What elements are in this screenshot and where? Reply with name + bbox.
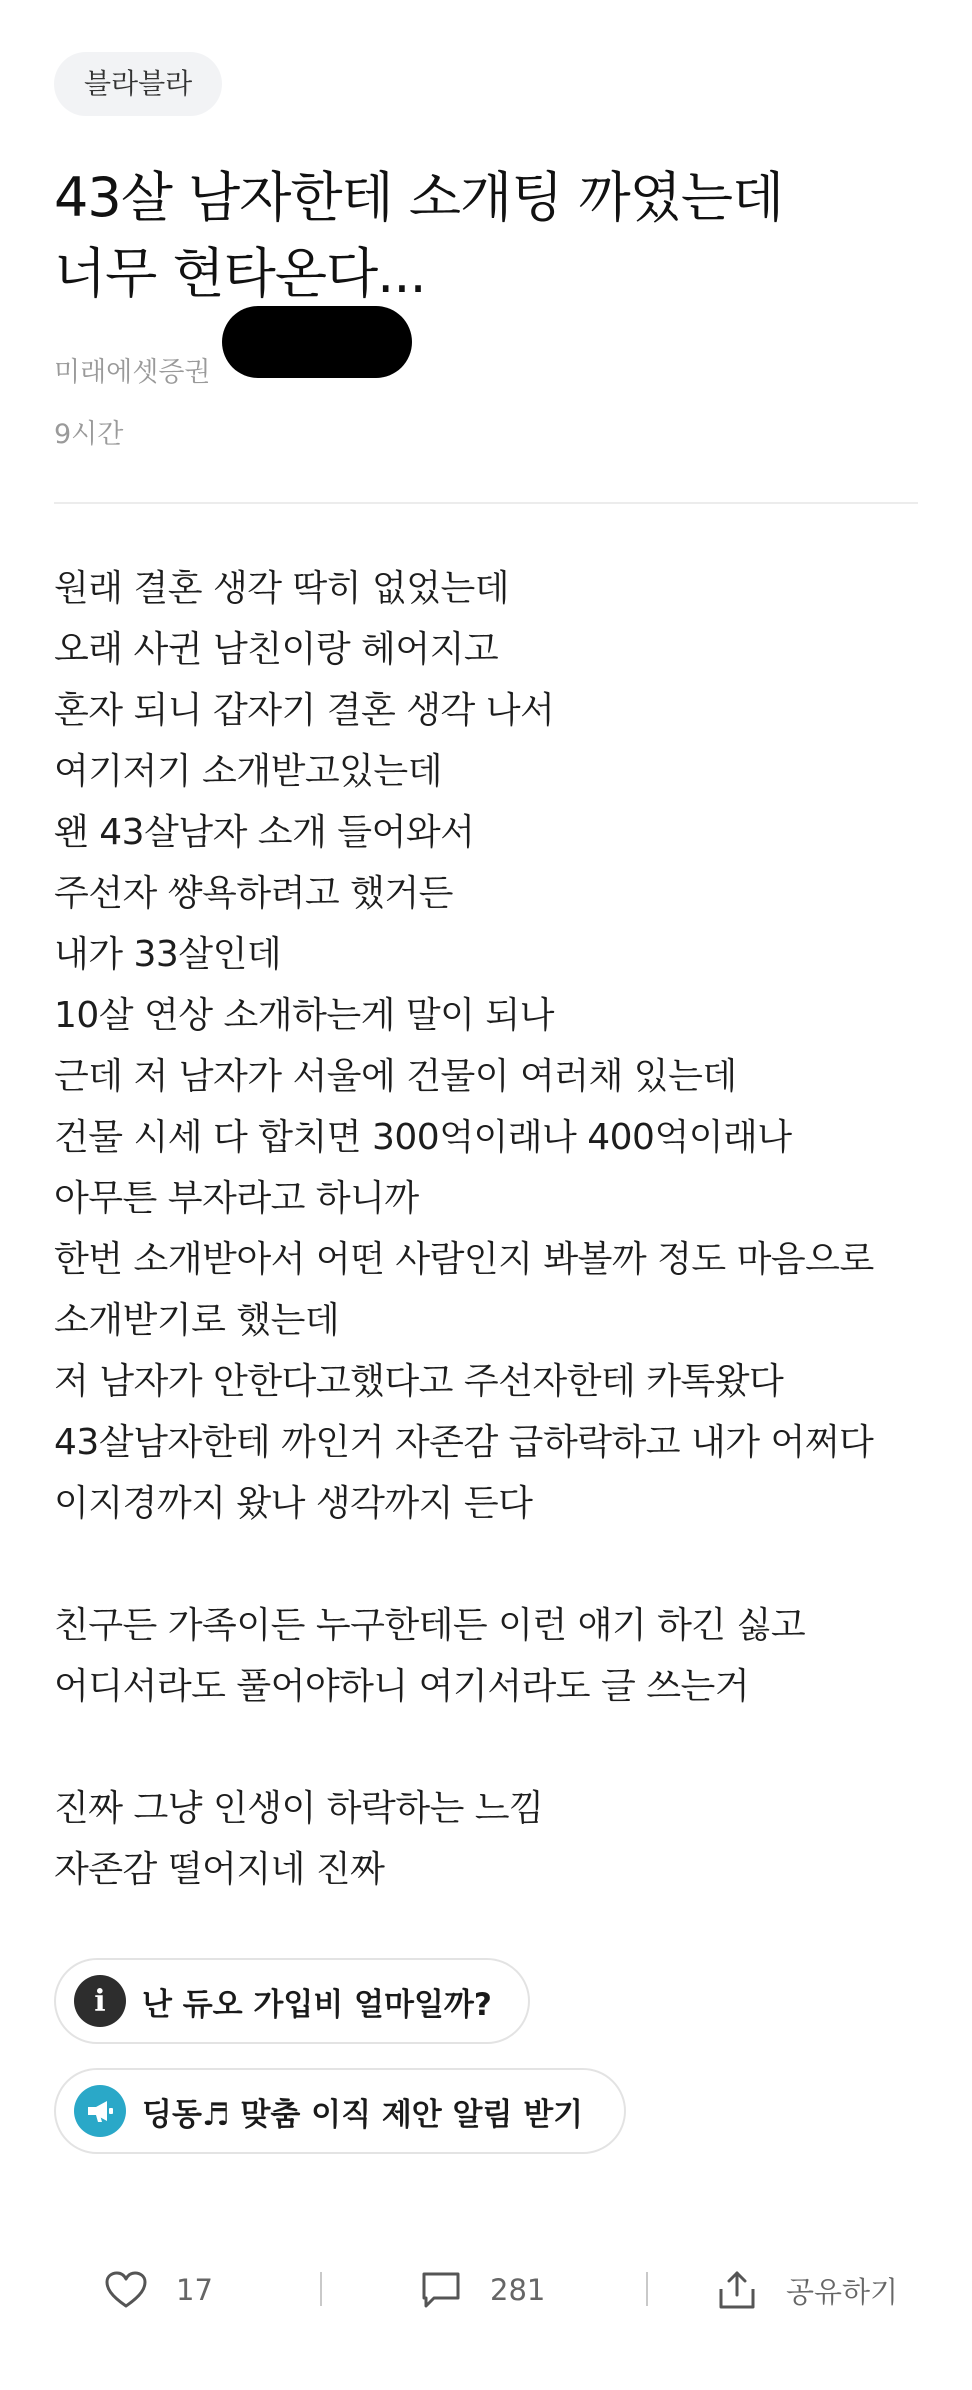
body-line: 건물 시세 다 합치면 300억이래나 400억이래나 — [54, 1117, 792, 1158]
body-line: 여기저기 소개받고있는데 — [54, 751, 442, 792]
info-icon: i — [74, 1975, 126, 2027]
separator — [646, 2272, 648, 2306]
body-line: 이지경까지 왔나 생각까지 든다 — [54, 1483, 533, 1524]
body-line: 혼자 되니 갑자기 결혼 생각 나서 — [54, 690, 555, 731]
redacted-nickname — [222, 306, 412, 378]
body-line: 원래 결혼 생각 딱히 없었는데 — [54, 568, 510, 609]
body-line: 아무튼 부자라고 하니까 — [54, 1178, 419, 1219]
comment-button[interactable] — [420, 2240, 545, 2340]
heart-icon — [104, 2270, 148, 2310]
author-company[interactable]: 미래에셋증권 — [54, 357, 211, 388]
share-icon — [716, 2269, 758, 2311]
title-line: 너무 현타온다... — [54, 242, 426, 305]
body-line: 친구든 가족이든 누구한테든 이런 얘기 하긴 싫고 — [54, 1605, 806, 1646]
comment-icon — [420, 2270, 462, 2310]
paragraph-gap — [54, 1534, 934, 1595]
comment-count: 281 — [490, 2273, 546, 2307]
promo-label: 딩동♬ 맞춤 이직 제안 알림 받기 — [142, 2096, 584, 2133]
body-line: 저 남자가 안한다고했다고 주선자한테 카톡왔다 — [54, 1361, 784, 1402]
body-line: 43살남자한테 까인거 자존감 급하락하고 내가 어쩌다 — [54, 1422, 874, 1463]
separator — [320, 2272, 322, 2306]
body-line: 내가 33살인데 — [54, 934, 282, 975]
divider — [54, 502, 918, 504]
title-line: 43살 남자한테 소개팅 까였는데 — [54, 166, 784, 229]
share-button[interactable] — [716, 2240, 898, 2340]
post-title — [54, 160, 914, 312]
post-body — [54, 558, 934, 1900]
body-line: 한번 소개받아서 어떤 사람인지 봐볼까 정도 마음으로 — [54, 1239, 874, 1280]
paragraph-gap — [54, 1717, 934, 1778]
like-button[interactable] — [104, 2240, 213, 2340]
megaphone-icon — [74, 2085, 126, 2137]
body-line: 진짜 그냥 인생이 하락하는 느낌 — [54, 1788, 544, 1829]
body-line: 소개받기로 했는데 — [54, 1300, 340, 1341]
action-bar — [0, 2240, 972, 2340]
like-count: 17 — [176, 2273, 213, 2307]
body-line: 10살 연상 소개하는게 말이 되나 — [54, 995, 554, 1036]
category-tag[interactable]: 블라블라 — [54, 52, 222, 116]
body-line: 어디서라도 풀어야하니 여기서라도 글 쓰는거 — [54, 1666, 750, 1707]
share-label: 공유하기 — [786, 2274, 899, 2309]
body-line: 왠 43살남자 소개 들어와서 — [54, 812, 475, 853]
body-line: 오래 사귄 남친이랑 헤어지고 — [54, 629, 499, 670]
promo-job-alert-button[interactable] — [54, 2068, 626, 2154]
body-line: 주선자 썅욕하려고 했거든 — [54, 873, 453, 914]
body-line: 자존감 떨어지네 진짜 — [54, 1849, 385, 1890]
promo-duo-fee-button[interactable] — [54, 1958, 530, 2044]
body-line: 근데 저 남자가 서울에 건물이 여러채 있는데 — [54, 1056, 737, 1097]
post-timestamp: 9시간 — [54, 419, 124, 450]
promo-label: 난 듀오 가입비 얼마일까? — [142, 1986, 492, 2023]
